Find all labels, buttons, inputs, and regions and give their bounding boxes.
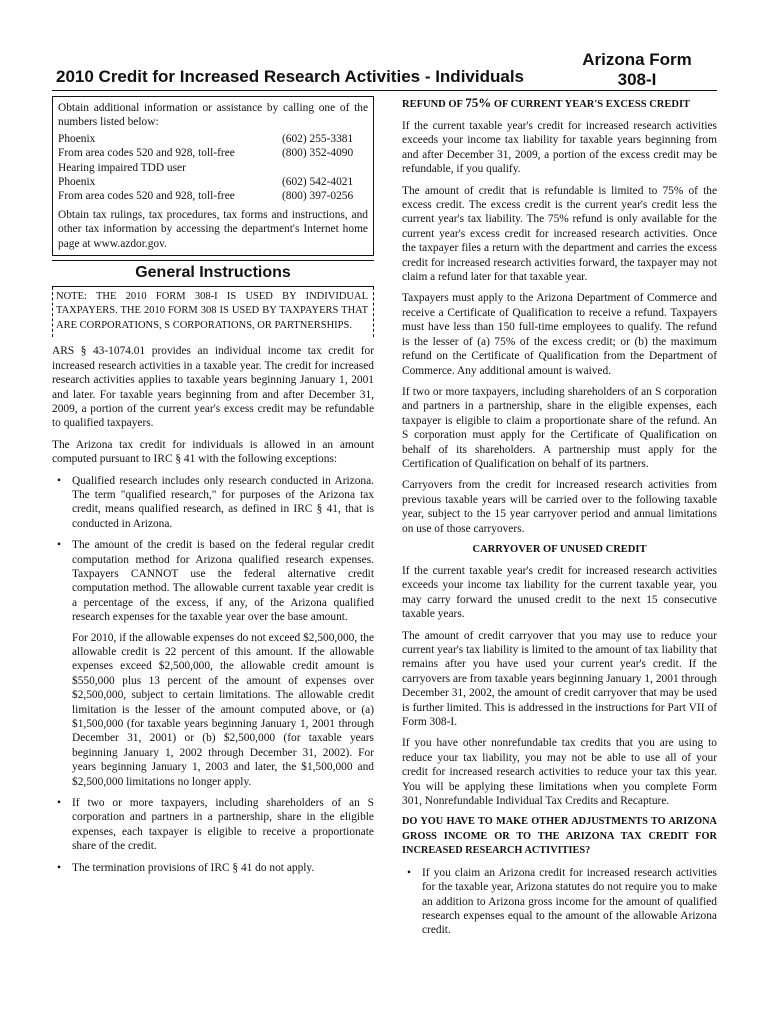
contact-label: Phoenix <box>58 132 96 145</box>
contact-box <box>52 96 374 256</box>
carryover-paragraph: The amount of credit carryover that you may use to reduce your current year's tax liability is limited to the amount of tax liability that remains after you have used your current year's credit. If the carryovers are from taxable years beginning January 1, 2001 through December 31, 2002, the amount of credit carryover that may be used is further limited. This is addressed in the instructions for Part VII of Form 308-I. <box>402 629 717 729</box>
contact-phone <box>282 161 368 175</box>
list-item: • The amount of the credit is based on the federal regular credit computation method for Arizona qualified research expenses. Taxpayers CANNOT use the federal alternative credit computation method. The allowable current taxable year credit is a percentage of the excess, if any, of the Arizona qualified research expenses for the taxable year over the base amount. For 2010, if the allowable expenses do not exceed $2,500,000, the allowable credit is 22 percent of this amount. If the allowable expenses exceed $2,500,000, the allowable credit amount is $550,000 plus 13 percent of the amount of expenses over $2,500,000, subject to certain limitations. The allowable credit limitation is the lesser of the amount computed above, or (a) $1,500,000 (for taxable years beginning January 1, 2001 through December 31, 2001) or (b) $2,500,000 (for taxable years beginning January 1, 2002 through December 31, 2002). For years beginning January 1, 2003 and later, the $1,500,000 and $2,500,000 limitations no longer apply. <box>52 538 374 789</box>
list-item: • If two or more taxpayers, including shareholders of an S corporation and partners in a partnership, share in the eligible expenses, each taxpayer is eligible to receive a proportionate share of the credit. <box>52 796 374 854</box>
credit-computation-paragraph: For 2010, if the allowable expenses do not exceed $2,500,000, the allowable credit is 22 percent of this amount. If the allowable expenses exceed $2,500,000, the allowable credit amount is $550,000 plus 13 percent of the amount of expenses over $2,500,000, subject to certain limitations. The allowable credit limitation is the lesser of the amount computed above, or (a) $1,500,000 (for taxable years beginning January 1, 2001 through December 31, 2001) or (b) $2,500,000 (for taxable years beginning January 1, 2002 through December 31, 2002). For years beginning January 1, 2003 and later, the $1,500,000 and $2,500,000 limitations no longer apply. <box>72 631 374 788</box>
list-item: • The termination provisions of IRC § 41 do not apply. <box>52 861 374 875</box>
contact-row <box>58 175 368 189</box>
contact-label: From area codes 520 and 928, toll-free <box>58 147 235 160</box>
contact-label: From area codes 520 and 928, toll-free <box>58 190 235 203</box>
page-title: 2010 Credit for Increased Research Activities - Individuals <box>56 67 524 86</box>
contact-outro: Obtain tax rulings, tax procedures, tax forms and instructions, and other tax information by accessing the department's Internet home page at www.azdor.gov. <box>58 208 368 250</box>
left-column <box>52 96 374 875</box>
contact-phone: (800) 352-4090 <box>282 147 354 160</box>
carryover-paragraph: If the current taxable year's credit for increased research activities exceeds your income tax liability for the current taxable year, you may carry forward the unused credit to the next 15 consecutive taxable years. <box>402 564 717 621</box>
refund-heading: REFUND OF 75% OF CURRENT YEAR'S EXCESS CREDIT <box>402 95 691 110</box>
exceptions-list <box>52 474 374 876</box>
right-column <box>402 96 717 938</box>
list-item: • Qualified research includes only research conducted in Arizona. The term "qualified research," for purposes of the Arizona tax credit, means qualified research, as defined in IRC § 41, that is conducted in Arizona. <box>52 474 374 532</box>
form-name: Arizona Form <box>582 50 692 69</box>
contact-row <box>58 189 368 203</box>
refund-paragraph: If the current taxable year's credit for increased research activities exceeds your income tax liability for taxable years beginning from and after December 31, 2009, a portion of the excess credit may be refundable, if you qualify. <box>402 120 717 176</box>
carryover-paragraph: If you have other nonrefundable tax credits that you are using to reduce your tax liability, you may not be able to use all of your credit for increased research activities to reduce your tax this year. You will be applying these limitations when you complete Form 301, Nonrefundable Individual Tax Credits and Recapture. <box>402 737 717 808</box>
refund-paragraph: Taxpayers must apply to the Arizona Department of Commerce and receive a Certificate of Qualification to receive a refund. Taxpayers must have less than 150 full-time employees to qualify. The refund is the lesser of (a) 75% of the excess credit; or (b) the maximum refund on the Certificate of Qualification from the Department of Commerce. Any additional amount is waived. <box>402 292 717 377</box>
ars-paragraph: ARS § 43-1074.01 provides an individual income tax credit for increased research activities in a taxable year. The credit for increased research activities applies to taxable years beginning January 1, 2001 and later. For taxable years beginning from and after December 31, 2009, a portion of the current year's excess credit may be refundable to qualified taxpayers. <box>52 345 374 430</box>
title-rule <box>52 90 717 91</box>
contact-phone: (602) 255-3381 <box>282 132 354 145</box>
contact-phone: (800) 397-0256 <box>282 190 354 203</box>
contact-table <box>58 132 368 204</box>
refund-paragraph: If two or more taxpayers, including shareholders of an S corporation and partners in a partnership, share in the eligible expenses, each taxpayer is eligible to claim a proportionate share of the refund. An S corporation must apply for the Certificate of Qualification on behalf of its shareholders. A partnership must apply for the Certification of Qualification on behalf of its partners. <box>402 385 717 470</box>
contact-row <box>58 132 368 146</box>
contact-label: Phoenix <box>58 176 96 189</box>
note-box: NOTE: THE 2010 FORM 308-I IS USED BY INDIVIDUAL TAXPAYERS. THE 2010 FORM 308 IS USED BY TAXPAYERS THAT ARE CORPORATIONS, S CORPORATIONS, OR PARTNERSHIPS. <box>52 287 374 337</box>
adjustments-heading: DO YOU HAVE TO MAKE OTHER ADJUSTMENTS TO ARIZONA GROSS INCOME OR TO THE ARIZONA TAX CREDIT FOR INCREASED RESEARCH ACTIVITIES? <box>402 816 717 857</box>
list-item: • If you claim an Arizona credit for increased research activities for the taxable year, Arizona statutes do not require you to make an addition to Arizona gross income for the amount of qualified research expenses equal to the amount of the allowable Arizona credit. <box>402 866 717 938</box>
refund-paragraph: The amount of credit that is refundable is limited to 75% of the excess credit. The excess credit is the current year's credit less the current year's tax liability. The 75% refund is only available for the current year's excess credit for increased research activities. Once the taxpayer files a return with the department and carries the excess credit for increased research activities forward, the taxpayer may not claim a refund later for that taxable year. <box>402 184 717 284</box>
contact-label: Hearing impaired TDD user <box>58 161 186 174</box>
form-number: 308-I <box>617 70 657 89</box>
form-identifier <box>562 50 712 90</box>
carryover-heading: CARRYOVER OF UNUSED CREDIT <box>472 543 647 555</box>
general-instructions-heading: General Instructions <box>52 260 374 287</box>
contact-row <box>58 146 368 160</box>
adjustments-list <box>402 866 717 938</box>
exceptions-intro: The Arizona tax credit for individuals is allowed in an amount computed pursuant to IRC § 41 with the following exceptions: <box>52 438 374 466</box>
refund-paragraph: Carryovers from the credit for increased research activities from previous taxable years will be carried over to the following taxable year, subject to the 15 year carryover period and annual limitations on use of those carryovers. <box>402 479 717 535</box>
contact-phone: (602) 542-4021 <box>282 176 354 189</box>
contact-row <box>58 161 368 175</box>
contact-intro: Obtain additional information or assistance by calling one of the numbers listed below: <box>58 102 368 129</box>
